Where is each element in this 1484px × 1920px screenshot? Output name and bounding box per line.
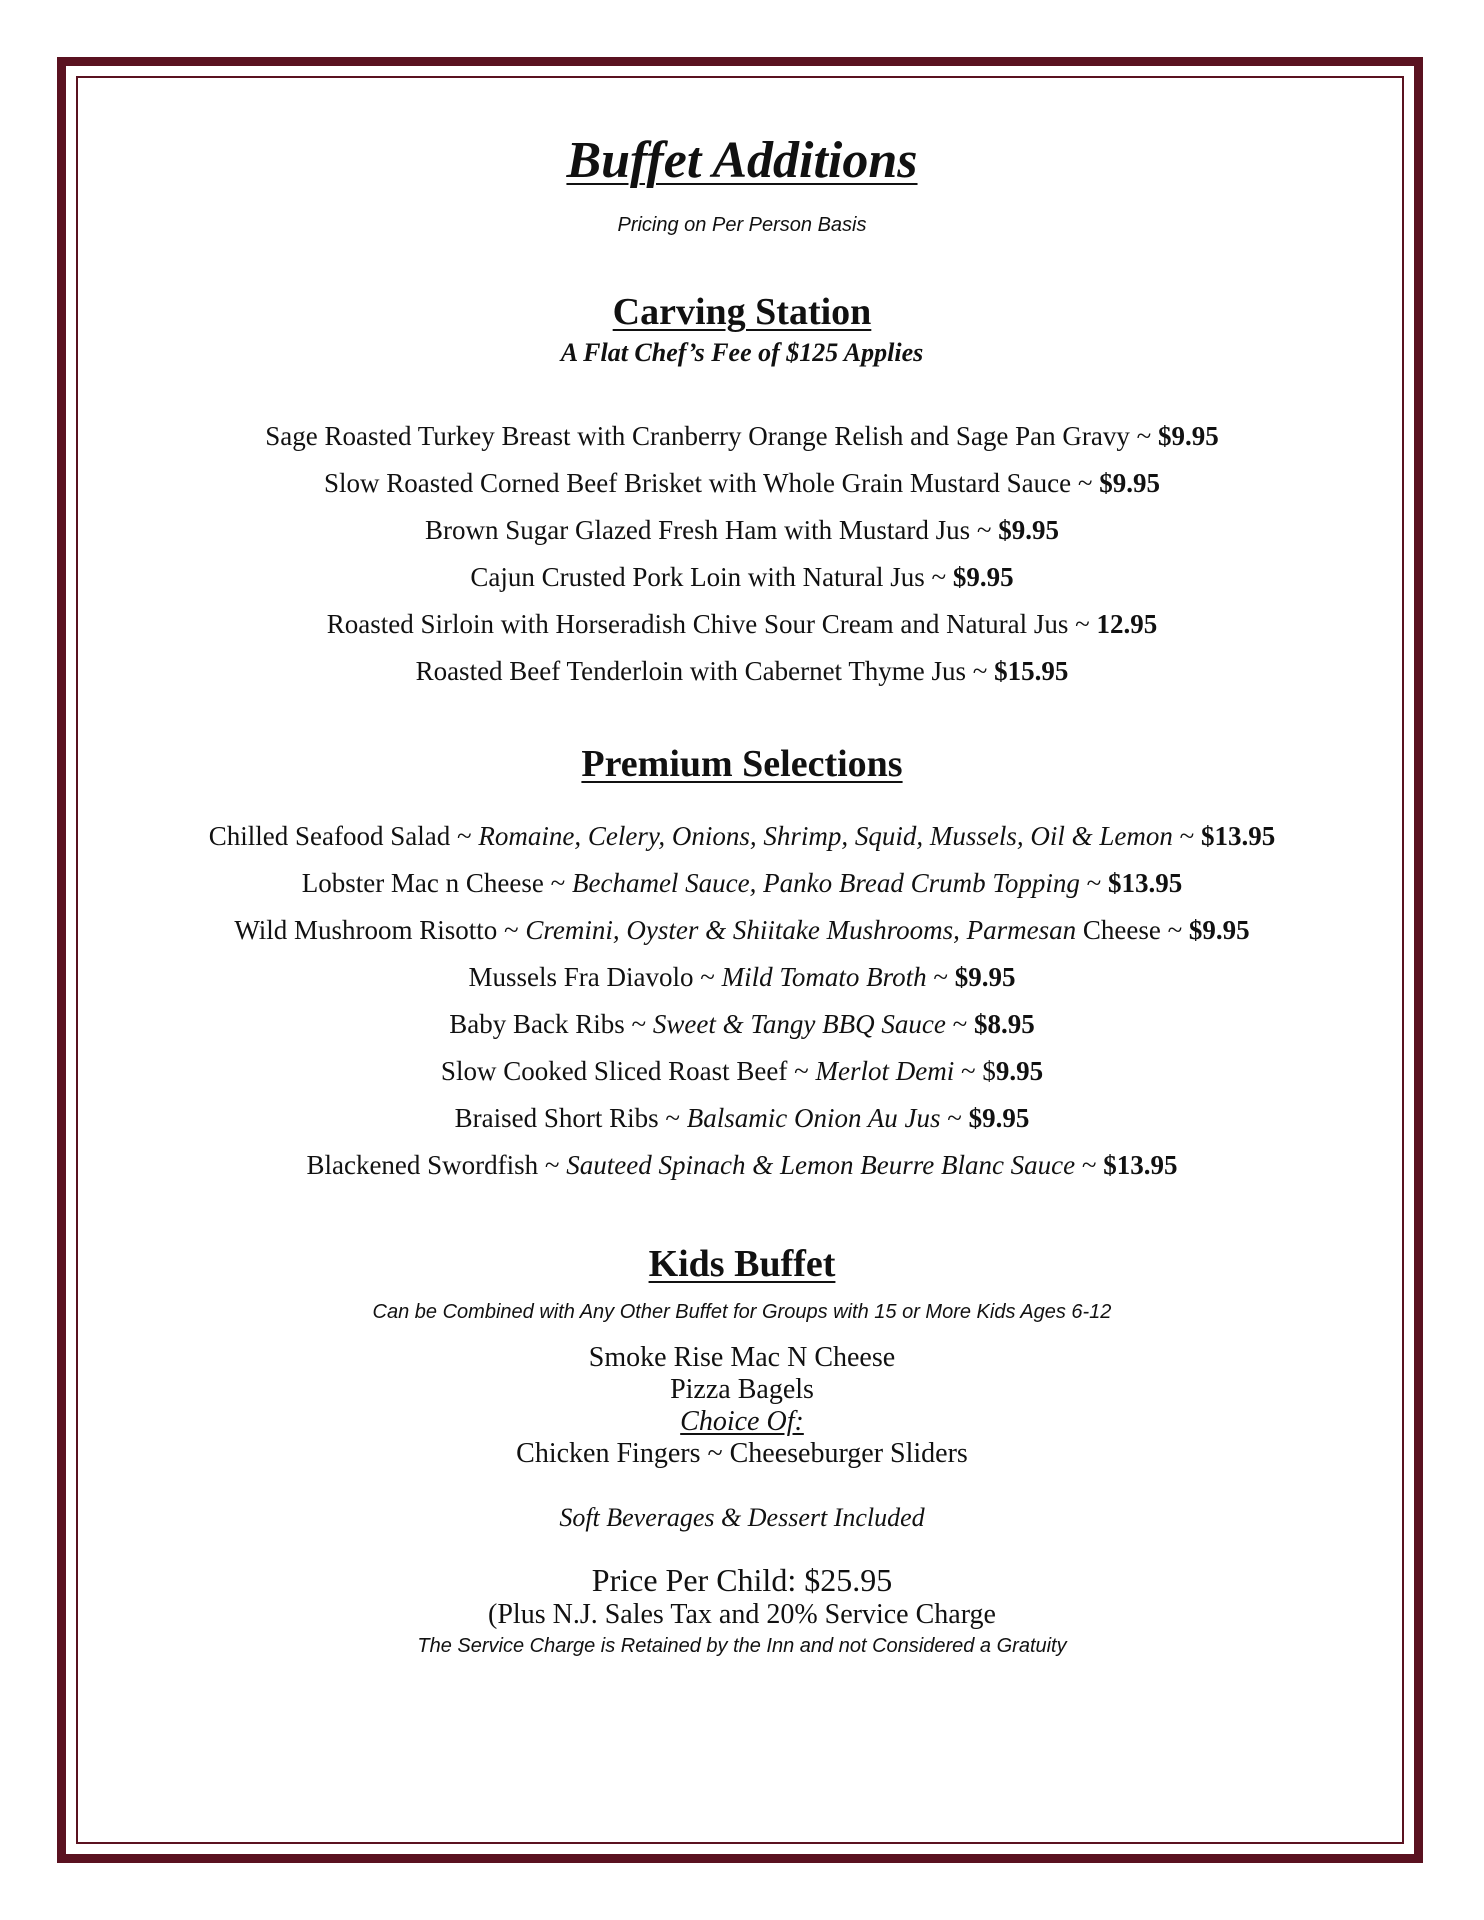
carving-item: Roasted Sirloin with Horseradish Chive Sour Cream and Natural Jus ~ 12.95: [326, 609, 1158, 639]
premium-item: Chilled Seafood Salad ~ Romaine, Celery, Onions, Shrimp, Squid, Mussels, Oil & Lemon ~ $13.95: [208, 821, 1276, 851]
carving-item: Roasted Beef Tenderloin with Cabernet Thyme Jus ~ $15.95: [415, 656, 1069, 686]
premium-item: Lobster Mac n Cheese ~ Bechamel Sauce, Panko Bread Crumb Topping ~ $13.95: [301, 868, 1183, 898]
carving-item: Cajun Crusted Pork Loin with Natural Jus ~ $9.95: [470, 562, 1014, 592]
included-note: Soft Beverages & Dessert Included: [559, 1503, 925, 1532]
premium-item: Blackened Swordfish ~ Sauteed Spinach & Lemon Beurre Blanc Sauce ~ $13.95: [306, 1150, 1178, 1180]
premium-item: Braised Short Ribs ~ Balsamic Onion Au Jus ~ $9.95: [454, 1103, 1030, 1133]
chef-fee-note: A Flat Chef’s Fee of $125 Applies: [560, 338, 924, 367]
premium-selections-heading: Premium Selections: [581, 743, 903, 785]
page-title: Buffet Additions: [566, 132, 918, 189]
service-charge-note: The Service Charge is Retained by the Inn and not Considered a Gratuity: [417, 1635, 1067, 1657]
kids-buffet-note: Can be Combined with Any Other Buffet for Groups with 15 or More Kids Ages 6-12: [372, 1301, 1112, 1323]
premium-item: Mussels Fra Diavolo ~ Mild Tomato Broth ~ $9.95: [468, 962, 1016, 992]
kids-item: Pizza Bagels: [670, 1374, 814, 1405]
pricing-note: Pricing on Per Person Basis: [617, 214, 867, 236]
kids-item: Smoke Rise Mac N Cheese: [588, 1342, 896, 1373]
kids-choices: Chicken Fingers ~ Cheeseburger Sliders: [516, 1438, 968, 1469]
premium-item: Baby Back Ribs ~ Sweet & Tangy BBQ Sauce ~ $8.95: [449, 1009, 1035, 1039]
kids-buffet-heading: Kids Buffet: [648, 1243, 836, 1285]
choice-of-label: Choice Of:: [680, 1406, 804, 1437]
premium-item: Slow Cooked Sliced Roast Beef ~ Merlot Demi ~ $9.95: [440, 1056, 1044, 1086]
tax-note: (Plus N.J. Sales Tax and 20% Service Charge: [488, 1599, 996, 1630]
carving-item: Slow Roasted Corned Beef Brisket with Whole Grain Mustard Sauce ~ $9.95: [324, 468, 1160, 498]
carving-item: Sage Roasted Turkey Breast with Cranberry Orange Relish and Sage Pan Gravy ~ $9.95: [265, 421, 1219, 451]
carving-station-heading: Carving Station: [612, 291, 872, 333]
carving-item: Brown Sugar Glazed Fresh Ham with Mustard Jus ~ $9.95: [424, 515, 1060, 545]
price-per-child: Price Per Child: $25.95: [591, 1562, 893, 1598]
premium-item: Wild Mushroom Risotto ~ Cremini, Oyster & Shiitake Mushrooms, Parmesan Cheese ~ $9.95: [234, 915, 1250, 945]
